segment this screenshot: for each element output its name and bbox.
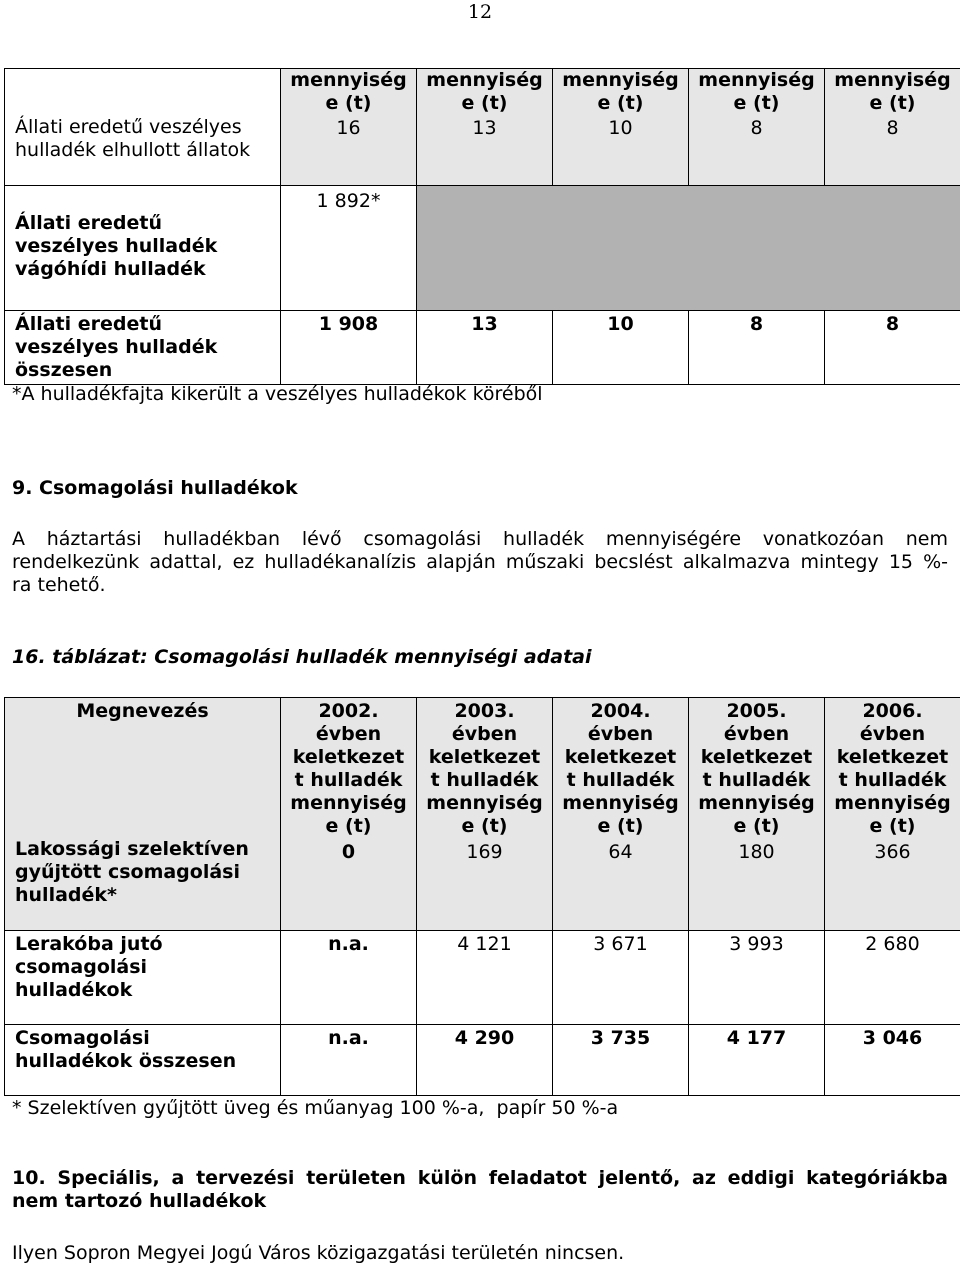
table2-row-lakossagi xyxy=(5,698,960,931)
label-line: gyűjtött csomagolási xyxy=(15,861,240,883)
label-line: hulladék* xyxy=(15,884,117,906)
table2-value: 4 121 xyxy=(417,931,553,1025)
heading-line: 10. Speciális, a tervezési területen külön feladatot jelentő, az eddigi kategóriákba xyxy=(12,1167,948,1189)
table1-value: 10 xyxy=(608,117,633,139)
table1-row-label xyxy=(5,69,281,186)
label-line: Lakossági szelektíven xyxy=(15,838,249,860)
table2-value: n.a. xyxy=(281,931,417,1025)
table2-value: 2 680 xyxy=(825,931,960,1025)
section9-heading: 9. Csomagolási hulladékok xyxy=(12,477,298,499)
table1-row-label xyxy=(5,311,281,385)
table2-caption: 16. táblázat: Csomagolási hulladék mennyiségi adatai xyxy=(12,646,592,668)
label-line: hulladékok összesen xyxy=(15,1050,237,1072)
table1-header-cell: mennyiség e (t) 8 xyxy=(689,69,825,186)
table2-row-label xyxy=(5,931,281,1025)
table1-value: 13 xyxy=(417,311,553,385)
table1-row-vagohidi xyxy=(5,186,960,311)
table1-header-cell: mennyiség e (t) 16 xyxy=(281,69,417,186)
table1-header-cell: mennyiség e (t) 10 xyxy=(553,69,689,186)
table2-value: 0 xyxy=(341,841,356,863)
table1-value: 8 xyxy=(689,311,825,385)
table1-row-label xyxy=(5,186,281,311)
table2-value: 3 671 xyxy=(553,931,689,1025)
table2-row-label xyxy=(5,698,281,931)
label-line: veszélyes hulladék xyxy=(15,235,218,257)
table1-value: 8 xyxy=(750,117,763,139)
heading-line: nem tartozó hulladékok xyxy=(12,1190,267,1212)
label-line: veszélyes hulladék xyxy=(15,336,218,358)
label-line: csomagolási xyxy=(15,956,148,978)
paragraph-line: rendelkezünk adattal, ez hulladékanalízis alapján műszaki becslést alkalmazva mintegy 15 %- xyxy=(12,551,948,573)
table2-value: 366 xyxy=(874,841,911,863)
table1-value: 1 908 xyxy=(281,311,417,385)
table2-name-header: Megnevezés xyxy=(76,700,209,722)
label-line: vágóhídi hulladék xyxy=(15,258,206,280)
label-line: Állati eredetű xyxy=(15,212,162,234)
table1-value: 1 892* xyxy=(281,186,417,311)
table1-row-osszesen xyxy=(5,311,960,385)
label-line: Állati eredetű xyxy=(15,313,162,335)
table2-value: 180 xyxy=(738,841,775,863)
page-number: 12 xyxy=(467,1,493,23)
packaging-waste-table xyxy=(4,697,960,1096)
table2-year-header: 2002. évben keletkezet t hulladék mennyiség e (t) 0 xyxy=(281,698,417,931)
section10-heading xyxy=(12,1167,948,1213)
paragraph-line: ra tehető. xyxy=(12,574,106,596)
table1-header-cell: mennyiség e (t) 13 xyxy=(417,69,553,186)
table2-value: 4 177 xyxy=(689,1025,825,1096)
section10-text: Ilyen Sopron Megyei Jogú Város közigazgatási területén nincsen. xyxy=(12,1242,625,1264)
table2-year-header: 2004. évben keletkezet t hulladék mennyiség e (t) 64 xyxy=(553,698,689,931)
label-line: Csomagolási xyxy=(15,1027,150,1049)
table2-year-header: 2005. évben keletkezet t hulladék mennyiség e (t) 180 xyxy=(689,698,825,931)
table2-value: n.a. xyxy=(281,1025,417,1096)
table2-year-header: 2006. évben keletkezet t hulladék mennyiség e (t) 366 xyxy=(825,698,960,931)
table2-value: 169 xyxy=(466,841,503,863)
table1-value: 16 xyxy=(336,117,361,139)
table2-value: 3 046 xyxy=(825,1025,960,1096)
table2-row-label xyxy=(5,1025,281,1096)
table1-header-cell: mennyiség e (t) 8 xyxy=(825,69,960,186)
table2-year-header: 2003. évben keletkezet t hulladék mennyiség e (t) 169 xyxy=(417,698,553,931)
label-line: Állati eredetű veszélyes xyxy=(15,116,242,138)
table2-footnote: * Szelektíven gyűjtött üveg és műanyag 100 %-a, papír 50 %-a xyxy=(12,1097,619,1119)
table2-value: 4 290 xyxy=(417,1025,553,1096)
animal-waste-table xyxy=(4,68,960,385)
table2-value: 64 xyxy=(608,841,633,863)
label-line: hulladék elhullott állatok xyxy=(15,139,251,161)
label-line: Lerakóba jutó xyxy=(15,933,163,955)
table2-value: 3 735 xyxy=(553,1025,689,1096)
label-line: hulladékok xyxy=(15,979,133,1001)
table1-value: 13 xyxy=(472,117,497,139)
table1-value: 8 xyxy=(825,311,960,385)
grey-blank-cell xyxy=(417,186,960,311)
table2-row-lerakoba xyxy=(5,931,960,1025)
table2-value: 3 993 xyxy=(689,931,825,1025)
table1-footnote: *A hulladékfajta kikerült a veszélyes hulladékok köréből xyxy=(12,383,543,405)
section9-paragraph xyxy=(12,528,948,597)
table2-row-osszesen xyxy=(5,1025,960,1096)
table1-value: 10 xyxy=(553,311,689,385)
table1-row-elhullott xyxy=(5,69,960,186)
label-line: összesen xyxy=(15,359,113,381)
paragraph-line: A háztartási hulladékban lévő csomagolási hulladék mennyiségére vonatkozóan nem xyxy=(12,528,948,550)
table1-value: 8 xyxy=(886,117,899,139)
